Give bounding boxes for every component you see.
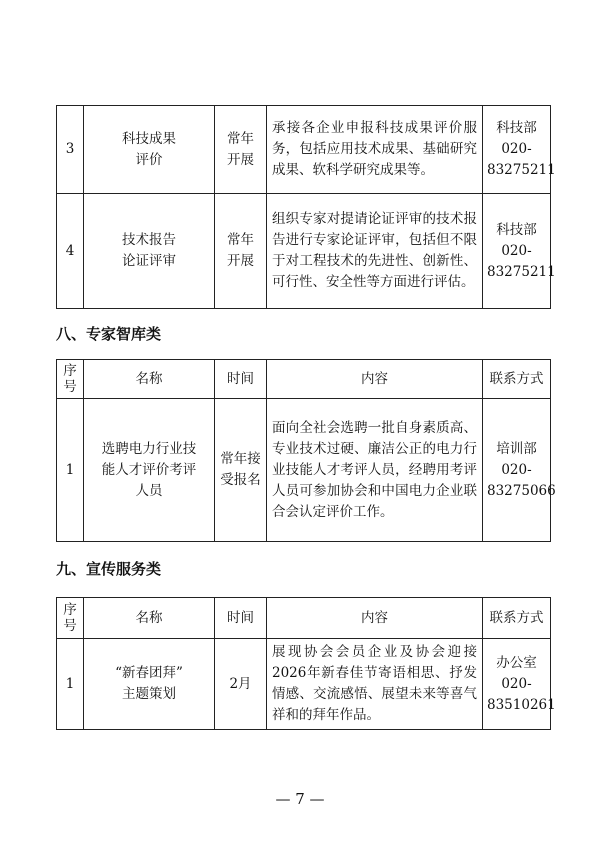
service-content: 组织专家对提请论证评审的技术报告进行专家论证评审，包括但不限于对工程技术的先进性、创新性、可行性、安全性等方面进行评估。 (267, 194, 483, 309)
header-number-line: 序 (63, 602, 77, 618)
expert-think-tank-table (56, 359, 556, 542)
service-name-line: 选聘电力行业技 (101, 440, 197, 457)
service-name (84, 639, 215, 730)
service-time-line: 开展 (227, 253, 254, 269)
service-contact (483, 106, 556, 194)
header-content: 内容 (267, 598, 483, 639)
row-number: 4 (57, 194, 84, 309)
service-name-line: 评价 (135, 151, 163, 168)
contact-department: 培训部 (496, 440, 537, 457)
service-time-line: 常年接 (220, 451, 261, 467)
service-time (215, 106, 267, 194)
contact-department: 科技部 (496, 221, 537, 238)
header-time: 时间 (215, 598, 267, 639)
service-contact (483, 399, 556, 542)
service-content: 承接各企业申报科技成果评价服务，包括应用技术成果、基础研究成果、软科学研究成果等。 (267, 106, 483, 194)
service-time (215, 194, 267, 309)
service-name-line: 能人才评价考评 (101, 461, 197, 478)
table-row (57, 106, 551, 194)
section-heading-expert-think-tank: 八、专家智库类 (56, 325, 162, 343)
service-time (215, 399, 267, 542)
contact-phone: 020-83275211 (487, 242, 556, 280)
header-time: 时间 (215, 360, 267, 399)
service-name-line: 科技成果 (122, 130, 176, 147)
row-number: 1 (57, 399, 84, 542)
service-contact (483, 194, 556, 309)
header-name: 名称 (84, 598, 215, 639)
service-time (215, 639, 267, 730)
row-number: 1 (57, 639, 84, 730)
service-name-line: 技术报告 (122, 232, 176, 248)
page-number: — 7 — (275, 790, 325, 808)
contact-phone: 020-83510261 (487, 675, 556, 713)
service-name (84, 399, 215, 542)
header-contact: 联系方式 (483, 360, 551, 399)
contact-department: 办公室 (496, 654, 537, 671)
table-row (57, 639, 551, 730)
service-name (84, 106, 215, 194)
table-header-row (57, 360, 551, 399)
service-time-line: 常年 (227, 232, 254, 248)
header-name: 名称 (84, 360, 215, 399)
header-number-line: 号 (63, 379, 77, 395)
table-row (57, 399, 551, 542)
header-content: 内容 (267, 360, 483, 399)
service-name-line: 主题策划 (122, 686, 176, 702)
row-number: 3 (57, 106, 84, 194)
section-heading-publicity-services: 九、宣传服务类 (56, 560, 162, 578)
header-number-line: 序 (63, 363, 77, 379)
service-name-line: 论证评审 (122, 253, 176, 269)
contact-phone: 020-83275066 (487, 461, 556, 499)
service-name (84, 194, 215, 309)
service-time-line: 开展 (227, 151, 254, 168)
service-time-line: 常年 (227, 130, 254, 147)
service-content: 展现协会会员企业及协会迎接2026年新春佳节寄语相思、抒发情感、交流感悟、展望未来等喜气祥和的拜年作品。 (267, 639, 483, 730)
service-content: 面向全社会选聘一批自身素质高、专业技术过硬、廉洁公正的电力行业技能人才考评人员，经聘用考评人员可参加协会和中国电力企业联合会认定评价工作。 (267, 399, 483, 542)
services-table-continued (56, 105, 556, 309)
header-number (57, 360, 84, 399)
header-number-line: 号 (63, 618, 77, 634)
service-time-line: 受报名 (220, 472, 261, 488)
service-name-line: 人员 (135, 482, 163, 499)
contact-phone: 020-83275211 (487, 141, 556, 178)
table-row (57, 194, 551, 309)
service-time-line: 2月 (229, 675, 252, 692)
publicity-services-table (56, 597, 556, 730)
header-contact: 联系方式 (483, 598, 551, 639)
service-contact (483, 639, 556, 730)
table-header-row (57, 598, 551, 639)
contact-department: 科技部 (496, 120, 537, 136)
header-number (57, 598, 84, 639)
service-name-line: “新春团拜” (115, 665, 183, 681)
